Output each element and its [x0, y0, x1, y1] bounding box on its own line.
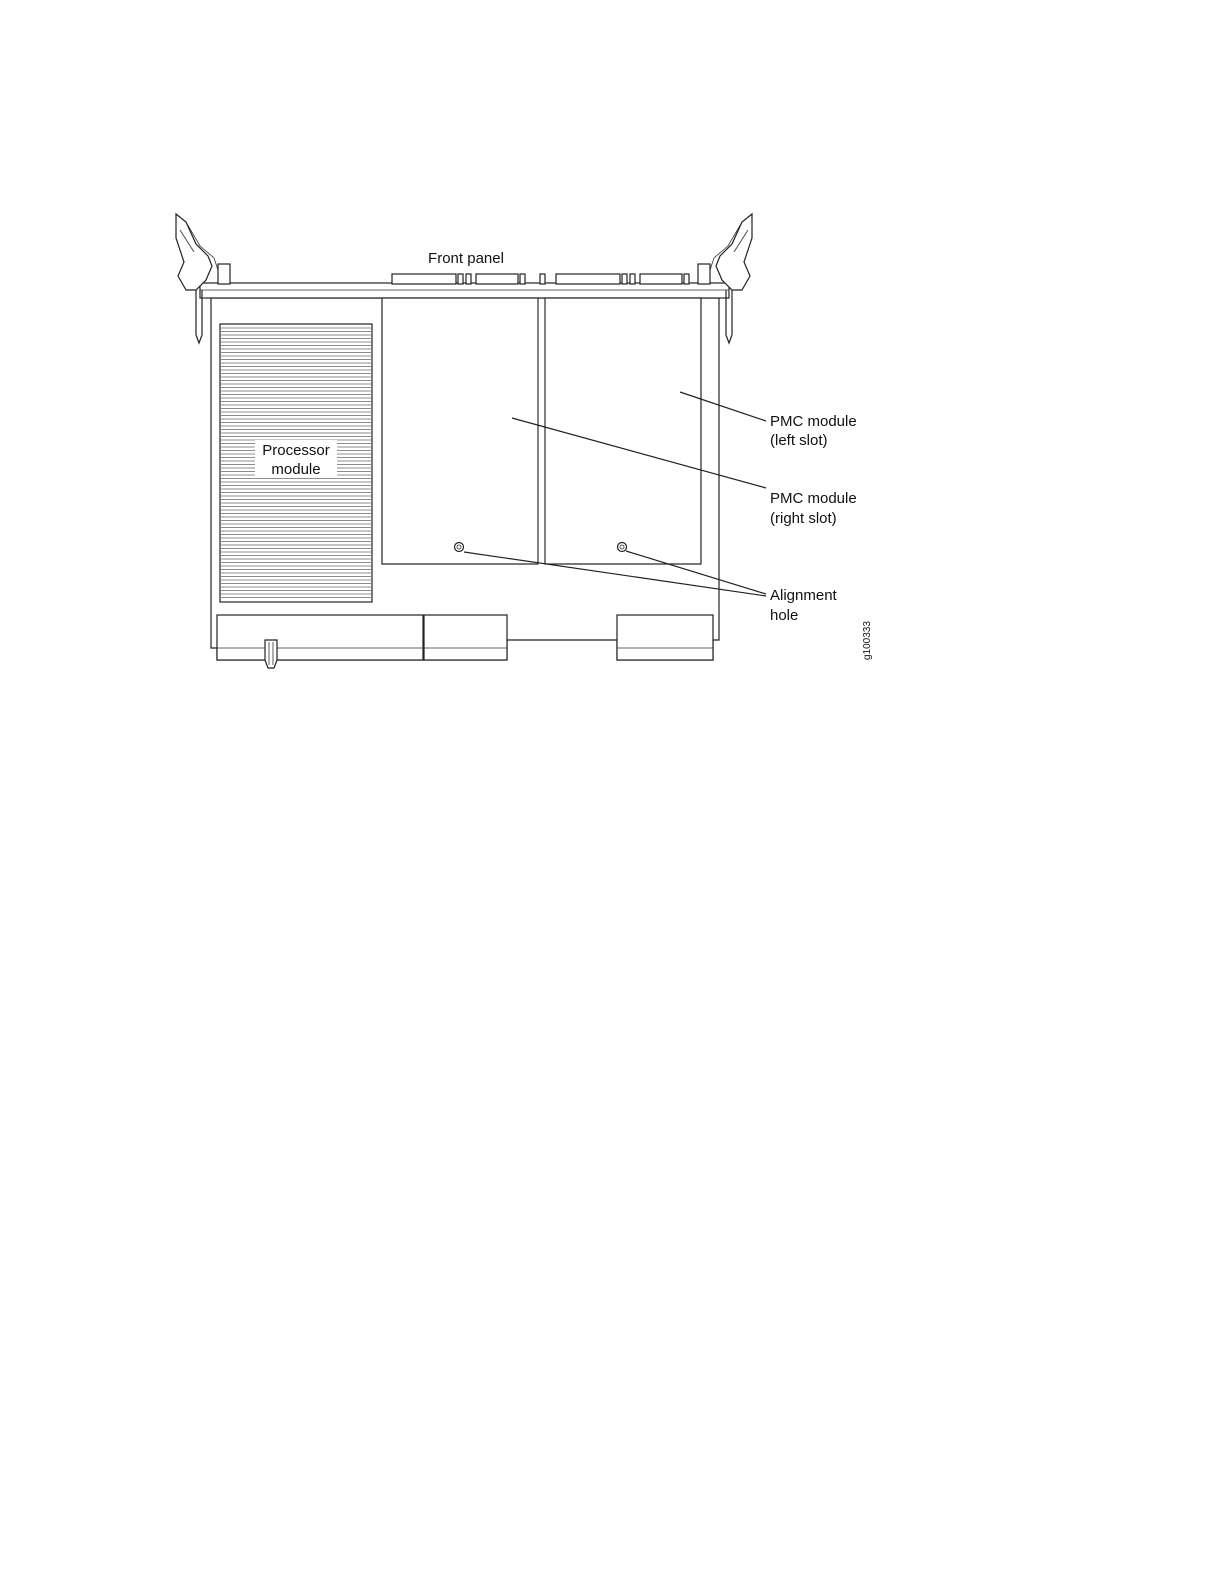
alignment-label-line2: hole — [770, 607, 799, 624]
connector-3 — [556, 274, 620, 284]
figure-id: g100333 — [862, 621, 873, 660]
rear-connector-1 — [217, 615, 423, 660]
pmc-left-label-line2: (left slot) — [770, 432, 828, 449]
connector-1 — [392, 274, 456, 284]
pmc-right-slot-panel — [382, 298, 538, 564]
processor-label-line2: module — [271, 461, 321, 478]
rear-connectors — [217, 615, 713, 668]
front-panel-rail — [200, 283, 729, 298]
guide-pin — [265, 640, 277, 668]
rear-connector-3 — [617, 615, 713, 660]
front-panel-connectors — [392, 274, 689, 284]
connector-2 — [476, 274, 518, 284]
pmc-right-label-line1: PMC module — [770, 490, 857, 507]
processor-label-line1: Processor — [262, 442, 330, 459]
pmc-right-label-line2: (right slot) — [770, 510, 837, 527]
front-panel-label: Front panel — [428, 250, 504, 267]
connector-4 — [640, 274, 682, 284]
alignment-label-line1: Alignment — [770, 587, 837, 604]
pmc-left-label-line1: PMC module — [770, 413, 857, 430]
rear-connector-2 — [424, 615, 507, 660]
pmc-left-slot-panel — [545, 298, 701, 564]
